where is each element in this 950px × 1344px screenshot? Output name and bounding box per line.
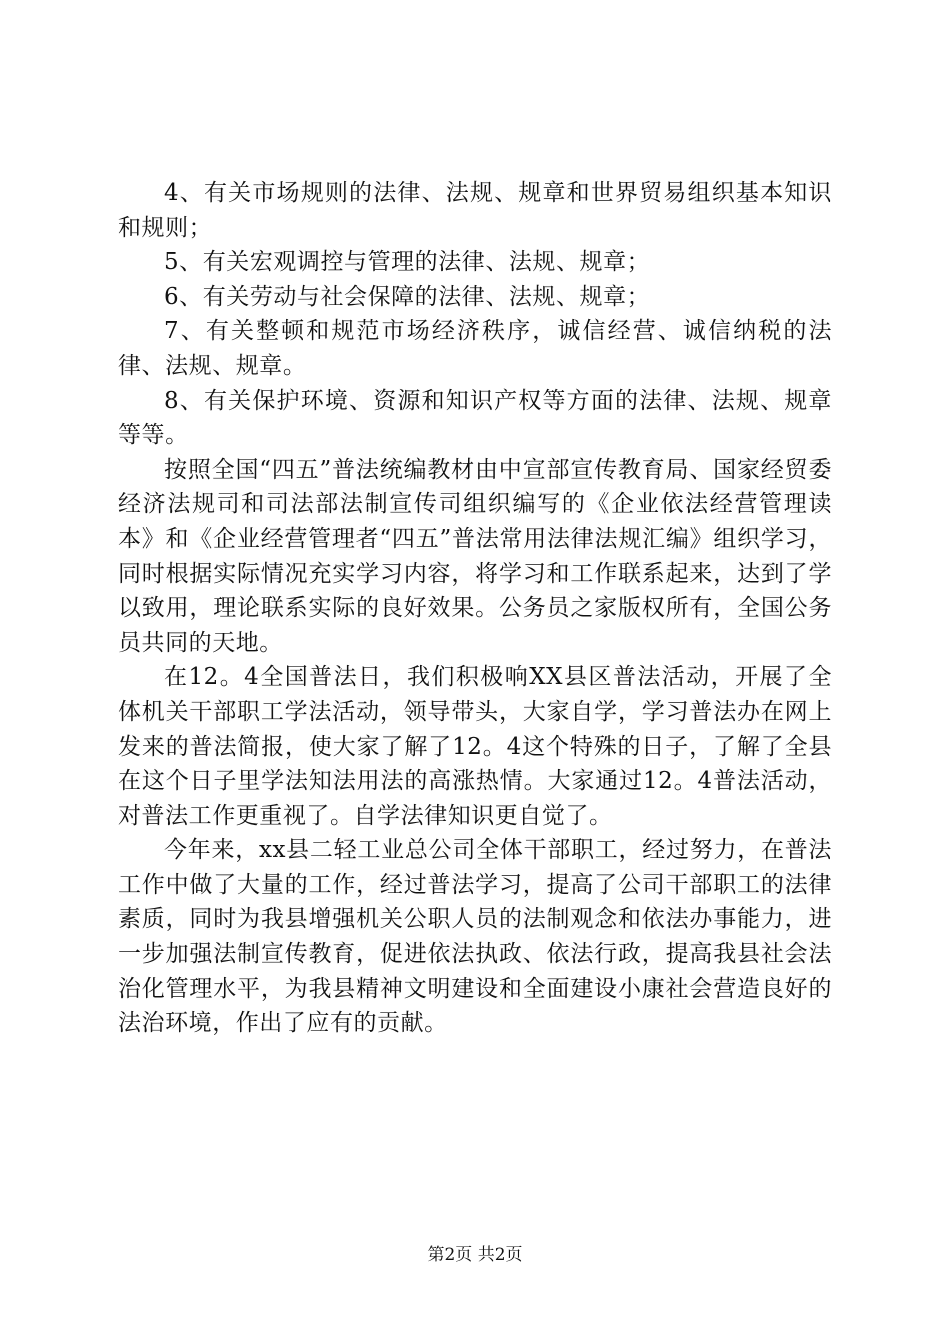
paragraph-item-5: 5、有关宏观调控与管理的法律、法规、规章；: [164, 249, 651, 276]
page-number-footer: 第2页 共2页: [427, 1245, 523, 1265]
paragraph-item-6: 6、有关劳动与社会保障的法律、法规、规章；: [164, 283, 651, 310]
paragraph-study-materials: 按照全国“四五”普法统编教材由中宣部宣传教育局、国家经贸委经济法规司和司法部法制宣传司组织编写的《企业依法经营管理读本》和《企业经营管理者“四五”普法常用法律法规汇编》组织学习，同时根据实际情况充实学习内容，将学习和工作联系起来，达到了学以致用，理论联系实际的良好效果。公务员之家版权所有，全国公务员共同的天地。: [118, 456, 832, 656]
paragraph-item-7: 7、有关整顿和规范市场经济秩序，诚信经营、诚信纳税的法律、法规、规章。: [118, 318, 832, 379]
document-body: [118, 176, 832, 1041]
paragraph-item-4: 4、有关市场规则的法律、法规、规章和世界贸易组织基本知识和规则；: [118, 180, 832, 241]
paragraph-item-8: 8、有关保护环境、资源和知识产权等方面的法律、法规、规章等等。: [118, 387, 832, 449]
paragraph-law-day: 在12。4全国普法日，我们积极响XX县区普法活动，开展了全体机关干部职工学法活动，领导带头，大家自学，学习普法办在网上发来的普法简报，使大家了解了12。4这个特殊的日子，了解了全县在这个日子里学法知法用法的高涨热情。大家通过12。4普法活动，对普法工作更重视了。自学法律知识更自觉了。: [118, 664, 832, 829]
paragraph-conclusion: 今年来，xx县二轻工业总公司全体干部职工，经过努力，在普法工作中做了大量的工作，经过普法学习，提高了公司干部职工的法律素质，同时为我县增强机关公职人员的法制观念和依法办事能力，进一步加强法制宣传教育，促进依法执政、依法行政，提高我县社会法治化管理水平，为我县精神文明建设和全面建设小康社会营造良好的法治环境，作出了应有的贡献。: [118, 837, 832, 1037]
